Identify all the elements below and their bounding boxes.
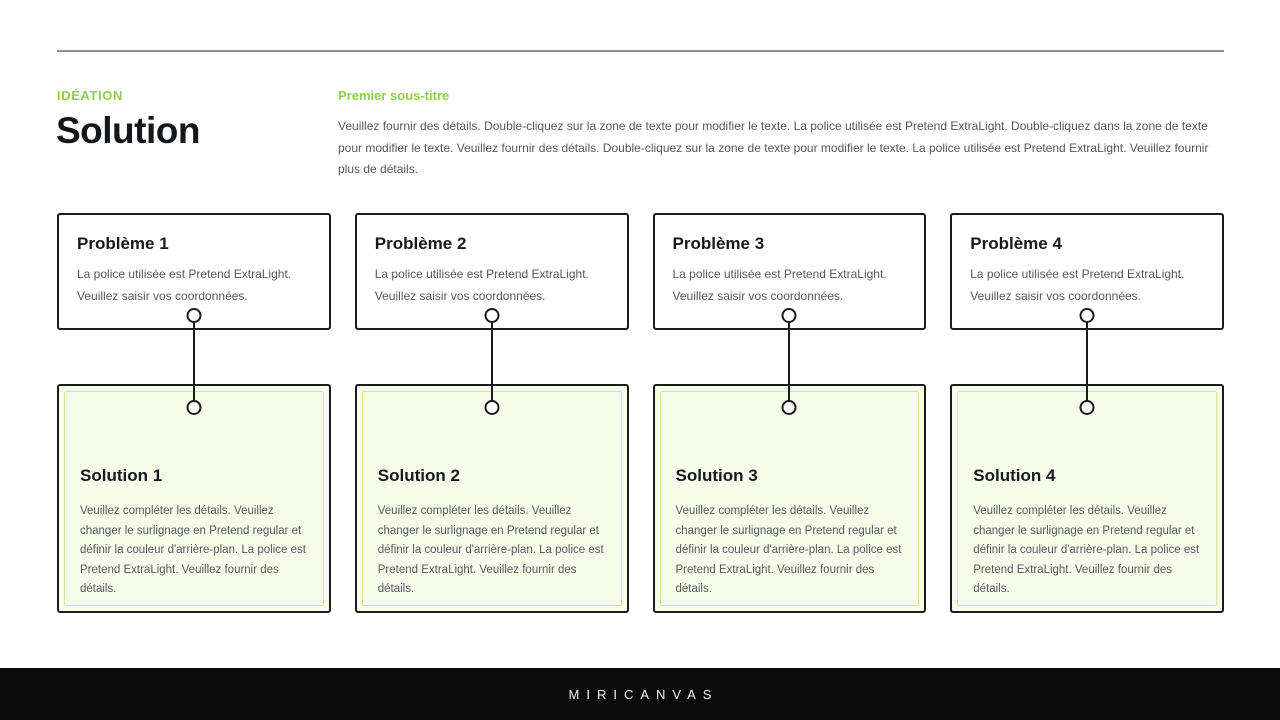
footer-bar — [0, 668, 1280, 720]
problem-body-line1: La police utilisée est Pretend ExtraLight. — [77, 267, 292, 281]
solution-card-1[interactable] — [57, 384, 331, 613]
column-3 — [653, 213, 927, 613]
connector-dot-top — [1080, 308, 1095, 323]
column-2 — [355, 213, 629, 613]
column-4 — [950, 213, 1224, 613]
problem-body-line1: La police utilisée est Pretend ExtraLight. — [672, 267, 887, 281]
solution-body: Veuillez compléter les détails. Veuillez changer le surlignage en Pretend regular et définir la couleur d'arrière-plan. La police est Pretend ExtraLight. Veuillez fournir des détails. — [675, 505, 902, 595]
connector-dot-bottom — [1080, 400, 1095, 415]
problem-body-line2: Veuillez saisir vos coordonnées. — [374, 288, 546, 303]
solution-body: Veuillez compléter les détails. Veuillez changer le surlignage en Pretend regular et définir la couleur d'arrière-plan. La police est Pretend ExtraLight. Veuillez fournir des détails. — [80, 505, 306, 595]
brand-wordmark: MIRICANVAS — [568, 686, 719, 702]
connector-dot-bottom — [484, 400, 499, 415]
solution-body: Veuillez compléter les détails. Veuillez changer le surlignage en Pretend regular et définir la couleur d'arrière-plan. La police est Pretend ExtraLight. Veuillez fournir des détails. — [377, 505, 604, 595]
connector-dot-top — [782, 308, 797, 323]
cards-grid — [57, 213, 1224, 613]
solution-title: Solution 1 — [80, 466, 163, 485]
solution-title: Solution 4 — [973, 466, 1056, 485]
connector-dot-top — [186, 308, 201, 323]
connector-line — [193, 315, 195, 407]
connector-line — [491, 315, 493, 407]
problem-body-line1: La police utilisée est Pretend ExtraLight. — [374, 267, 589, 281]
problem-title: Problème 2 — [374, 234, 467, 253]
connector-line — [1086, 315, 1088, 407]
problem-body — [673, 264, 907, 307]
problem-title: Problème 1 — [77, 234, 169, 253]
problem-title: Problème 4 — [970, 234, 1062, 253]
solution-title: Solution 2 — [377, 466, 460, 485]
connector-dot-top — [484, 308, 499, 323]
page-title[interactable]: Solution — [56, 110, 200, 151]
solution-body: Veuillez compléter les détails. Veuillez changer le surlignage en Pretend regular et définir la couleur d'arrière-plan. La police est Pretend ExtraLight. Veuillez fournir des détails. — [973, 505, 1200, 595]
connector-dot-bottom — [782, 400, 797, 415]
problem-body — [77, 264, 311, 307]
kicker-label[interactable]: IDÉATION — [57, 88, 123, 103]
problem-title: Problème 3 — [672, 234, 765, 253]
column-1 — [57, 213, 331, 613]
problem-body-line2: Veuillez saisir vos coordonnées. — [77, 288, 248, 303]
problem-body-line1: La police utilisée est Pretend ExtraLight. — [970, 267, 1185, 281]
solution-card-2[interactable] — [355, 384, 629, 613]
problem-body-line2: Veuillez saisir vos coordonnées. — [672, 288, 844, 303]
solution-card-3[interactable] — [653, 384, 927, 613]
connector-dot-bottom — [186, 400, 201, 415]
problem-body — [375, 264, 609, 307]
top-divider — [57, 50, 1224, 52]
subtitle[interactable]: Premier sous-titre — [338, 88, 450, 103]
intro-paragraph[interactable]: Veuillez fournir des détails. Double-cliquez sur la zone de texte pour modifier le texte. La police utilisée est Pretend ExtraLight. Double-cliquez dans la zone de texte pour modifier le texte. Veuillez fournir des détails. Double-cliquez sur la zone de texte pour modifier le texte. La police utilisée est Pretend ExtraLight. Veuillez fournir plus de détails. — [338, 119, 1209, 176]
problem-body-line2: Veuillez saisir vos coordonnées. — [970, 288, 1142, 303]
problem-body — [970, 264, 1204, 307]
solution-title: Solution 3 — [675, 466, 758, 485]
connector-line — [788, 315, 790, 407]
solution-card-4[interactable] — [950, 384, 1224, 613]
